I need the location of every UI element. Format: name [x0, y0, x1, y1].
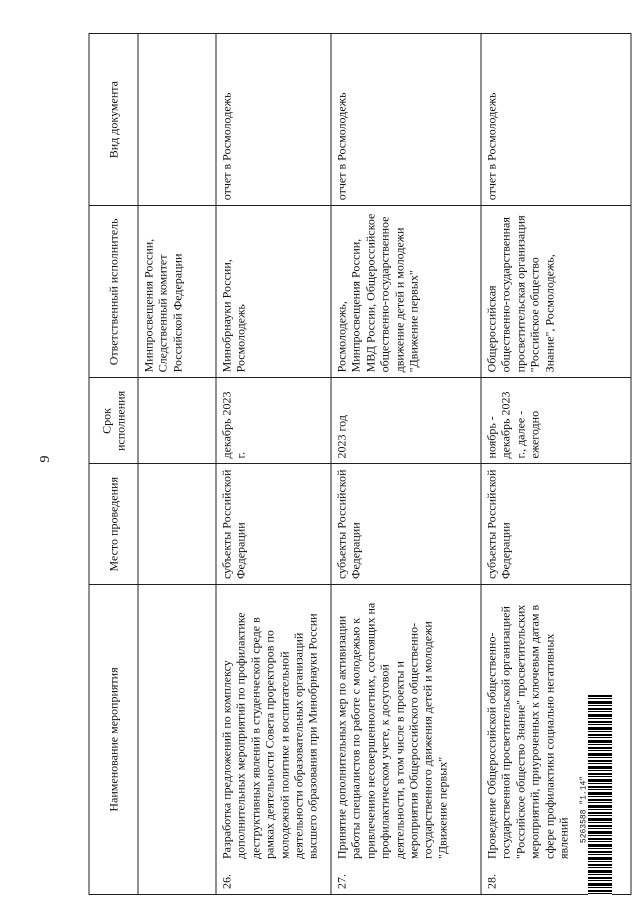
cell-name	[216, 585, 331, 895]
cell-doc-type: отчет в Росмолодежь	[216, 34, 331, 206]
header-responsible: Ответственный исполнитель	[89, 206, 138, 378]
row-number: 27.	[334, 874, 348, 889]
barcode	[574, 695, 614, 895]
cell-doc-type	[138, 34, 216, 206]
row-number: 26.	[219, 874, 233, 889]
header-name: Наименование мероприятия	[89, 585, 138, 895]
events-table-wrapper	[88, 33, 623, 895]
header-doc-type: Вид документа	[89, 34, 138, 206]
cell-doc-type: отчет в Росмолодежь	[481, 34, 631, 206]
cell-name	[331, 585, 481, 895]
cell-term: 2023 год	[331, 378, 481, 464]
event-name: Проведение Общероссийской общественно-государственной просветительской организацией "Российское общество Знание" просветительских мероприятий, приуроченных к ключевым датам в сфере профилактики социально негативных явлений	[484, 604, 570, 859]
row-number: 28.	[484, 874, 498, 889]
event-name: Разработка предложений по комплексу дополнительных мероприятий по профилактике деструктивных явлений в студенческой среде в рамках деятельности Совета проректоров по молодежной политике и воспитательной деятельности образовательных организаций высшего образования при Минобрнауки России	[219, 612, 320, 859]
cell-place	[138, 464, 216, 585]
cell-responsible: Минпросвещения России, Следственный комитет Российской Федерации	[138, 206, 216, 378]
table-header-row	[89, 34, 138, 895]
barcode-bars	[588, 695, 612, 895]
events-table	[88, 33, 623, 895]
table-row	[138, 34, 216, 895]
cell-term: ноябрь - декабрь 2023 г., далее - ежегодно	[481, 378, 631, 464]
cell-place: субъекты Российской Федерации	[331, 464, 481, 585]
header-term: Срок исполнения	[89, 378, 138, 464]
cell-name	[138, 585, 216, 895]
cell-term	[138, 378, 216, 464]
table-row	[331, 34, 481, 895]
cell-place: субъекты Российской Федерации	[481, 464, 631, 585]
cell-place: субъекты Российской Федерации	[216, 464, 331, 585]
cell-responsible: Росмолодежь, Минпросвещения России, МВД России, Общероссийское общественно-государственное движение детей и молодежи "Движение первых"	[331, 206, 481, 378]
cell-term: декабрь 2023 г.	[216, 378, 331, 464]
page-number: 9	[38, 455, 53, 463]
cell-responsible: Общероссийская общественно-государственная просветительская организация "Российское общество Знание", Росмолодежь,	[481, 206, 631, 378]
table-row	[216, 34, 331, 895]
cell-responsible: Минобрнауки России, Росмолодежь	[216, 206, 331, 378]
barcode-text: 5263588 "1.14"	[579, 775, 589, 844]
header-place: Место проведения	[89, 464, 138, 585]
event-name: Принятие дополнительных мер по активизации работы специалистов по работе с молодежью к привлечению несовершеннолетних, состоящих на профилактическом учете, к досуговой деятельности, в том числе в проекты и мероприятия Общероссийского общественно-государственного движения детей и молодежи "Движение первых"	[334, 602, 449, 859]
cell-doc-type: отчет в Росмолодежь	[331, 34, 481, 206]
